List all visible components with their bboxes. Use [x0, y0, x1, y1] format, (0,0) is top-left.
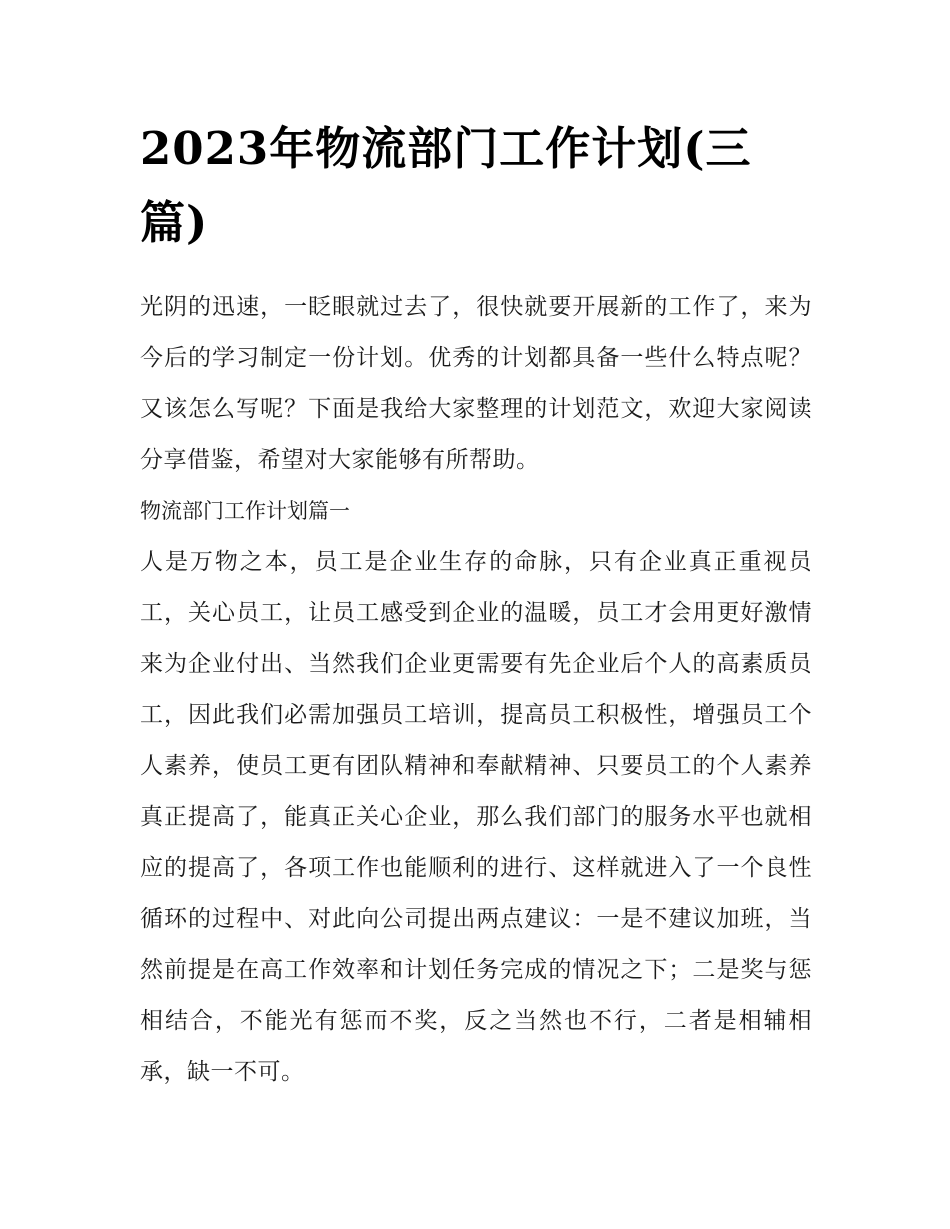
intro-paragraph: 光阴的迅速，一眨眼就过去了，很快就要开展新的工作了，来为今后的学习制定一份计划。优秀的计划都具备一些什么特点呢？又该怎么写呢？下面是我给大家整理的计划范文，欢迎大家阅读分享借鉴，希望对大家能够有所帮助。 [140, 294, 812, 473]
document-title: 2023年物流部门工作计划(三篇) [140, 122, 752, 249]
section-body-paragraph: 人是万物之本，员工是企业生存的命脉，只有企业真正重视员工，关心员工，让员工感受到企业的温暖，员工才会用更好激情来为企业付出、当然我们企业更需要有先企业后个人的高素质员工，因此我们必需加强员工培训，提高员工积极性，增强员工个人素养，使员工更有团队精神和奉献精神、只要员工的个人素养真正提高了，能真正关心企业，那么我们部门的服务水平也就相应的提高了，各项工作也能顺利的进行、这样就进入了一个良性循环的过程中、对此向公司提出两点建议：一是不建议加班，当然前提是在高工作效率和计划任务完成的情况之下；二是奖与惩相结合，不能光有惩而不奖，反之当然也不行，二者是相辅相承，缺一不可。 [140, 549, 812, 1085]
document-page [140, 112, 812, 1098]
section-heading: 物流部门工作计划篇一 [140, 499, 350, 523]
